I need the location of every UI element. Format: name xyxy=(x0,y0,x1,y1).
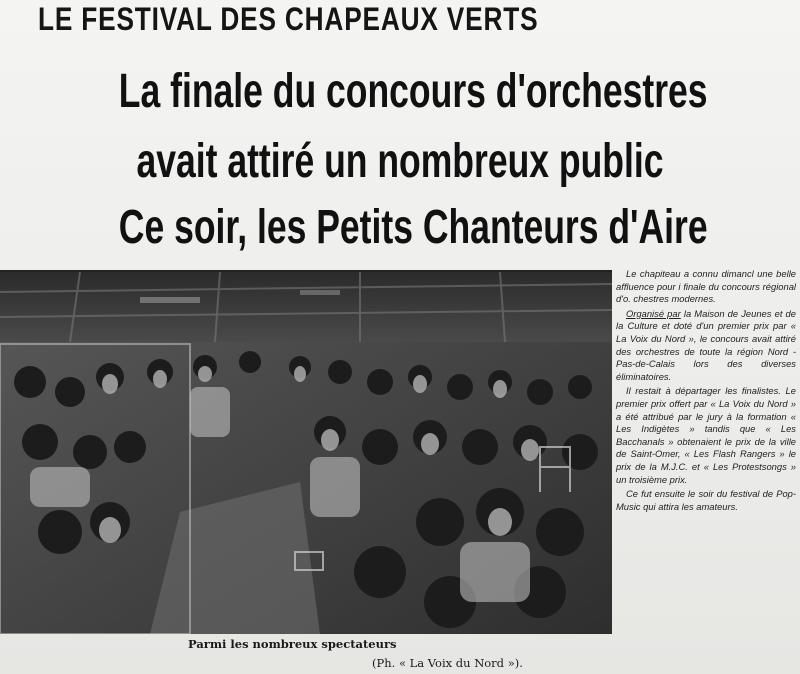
article-paragraph-2-lead: Organisé par xyxy=(626,307,681,319)
photo-credit: (Ph. « La Voix du Nord »). xyxy=(372,656,523,670)
audience-photo xyxy=(0,270,612,634)
article-paragraph-3: Il restait à départager les finalistes. Le premier prix offert par « La Voix du Nord » a été attribué par le jury à la formation « Les Indigètes » tandis que « Les Bacchanals » obtenaient le prix de la ville de Saint-Omer, « Les Flash Rangers » le prix de la M.J.C. et « Les Protestsongs » un troisième prix. xyxy=(616,385,796,485)
article-paragraph-1: Le chapiteau a connu dimancl une belle affluence pour i finale du concours régional d'o. chestres modernes. xyxy=(616,268,796,305)
article-paragraph-4: Ce fut ensuite le soir du festival de Pop-Music qui attira les amateurs. xyxy=(616,488,796,512)
headline-line-1: La finale du concours d'orchestres xyxy=(118,65,708,118)
headline-line-3: Ce soir, les Petits Chanteurs d'Aire xyxy=(118,201,708,254)
photo-caption: Parmi les nombreux spectateurs xyxy=(188,637,397,651)
article-paragraph-2 xyxy=(616,308,796,384)
headline-line-2: avait attiré un nombreux public xyxy=(136,135,664,188)
kicker-heading: LE FESTIVAL DES CHAPEAUX VERTS xyxy=(38,1,539,37)
audience-photo-icon xyxy=(0,272,612,634)
article-paragraph-2-rest: la Maison de Jeunes et de la Culture et doté d'un premier prix par « La Voix du Nord », le concours avait attiré des orchestres de toute la région Nord - Pas-de-Calais lors des diverses éliminatoires. xyxy=(616,307,796,382)
article-text xyxy=(616,268,796,588)
